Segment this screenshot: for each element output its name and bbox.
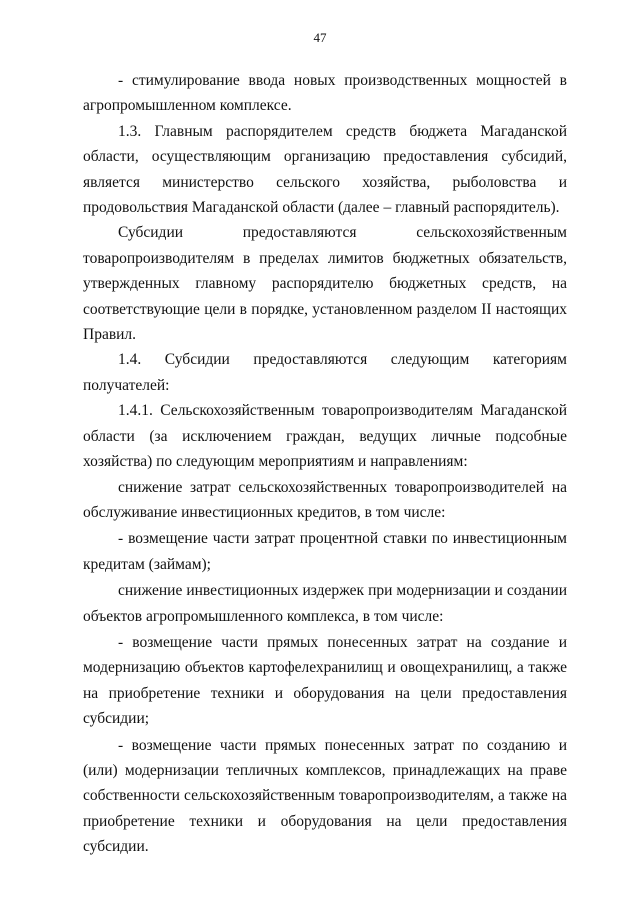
paragraph: - возмещение части прямых понесенных затрат на создание и модернизацию объектов картофелехранилищ и овощехранилищ, а также на приобретение техники и оборудования на цели предоставления субсидии; (83, 633, 567, 728)
paragraph: снижение инвестиционных издержек при модернизации и создании объектов агропромышленного комплекса, в том числе: (83, 582, 567, 625)
paragraph: - возмещение части затрат процентной ставки по инвестиционным кредитам (займам); (83, 530, 567, 573)
document-body (83, 68, 567, 860)
paragraph: - стимулирование ввода новых производственных мощностей в агропромышленном комплексе. (83, 72, 567, 115)
paragraph: снижение затрат сельскохозяйственных товаропроизводителей на обслуживание инвестиционных кредитов, в том числе: (83, 478, 567, 521)
paragraph: Субсидии предоставляются сельскохозяйственным товаропроизводителям в пределах лимитов бюджетных обязательств, утвержденных главному распорядителю бюджетных средств, на соответствующие цели в порядке, установленном разделом II настоящих Правил. (83, 224, 567, 344)
paragraph: - возмещение части прямых понесенных затрат по созданию и (или) модернизации тепличных комплексов, принадлежащих на праве собственности сельскохозяйственным товаропроизводителям, а также на приобретение техники и оборудования на цели предоставления субсидии. (83, 736, 567, 856)
paragraph: 1.4. Субсидии предоставляются следующим категориям получателей: (83, 351, 567, 394)
page-number: 47 (313, 30, 327, 45)
paragraph: 1.3. Главным распорядителем средств бюджета Магаданской области, осуществляющим организацию предоставления субсидий, является министерство сельского хозяйства, рыболовства и продовольствия Магаданской области (далее – главный распорядитель). (83, 122, 567, 217)
paragraph: 1.4.1. Сельскохозяйственным товаропроизводителям Магаданской области (за исключением граждан, ведущих личные подсобные хозяйства) по следующим мероприятиям и направлениям: (83, 402, 567, 471)
